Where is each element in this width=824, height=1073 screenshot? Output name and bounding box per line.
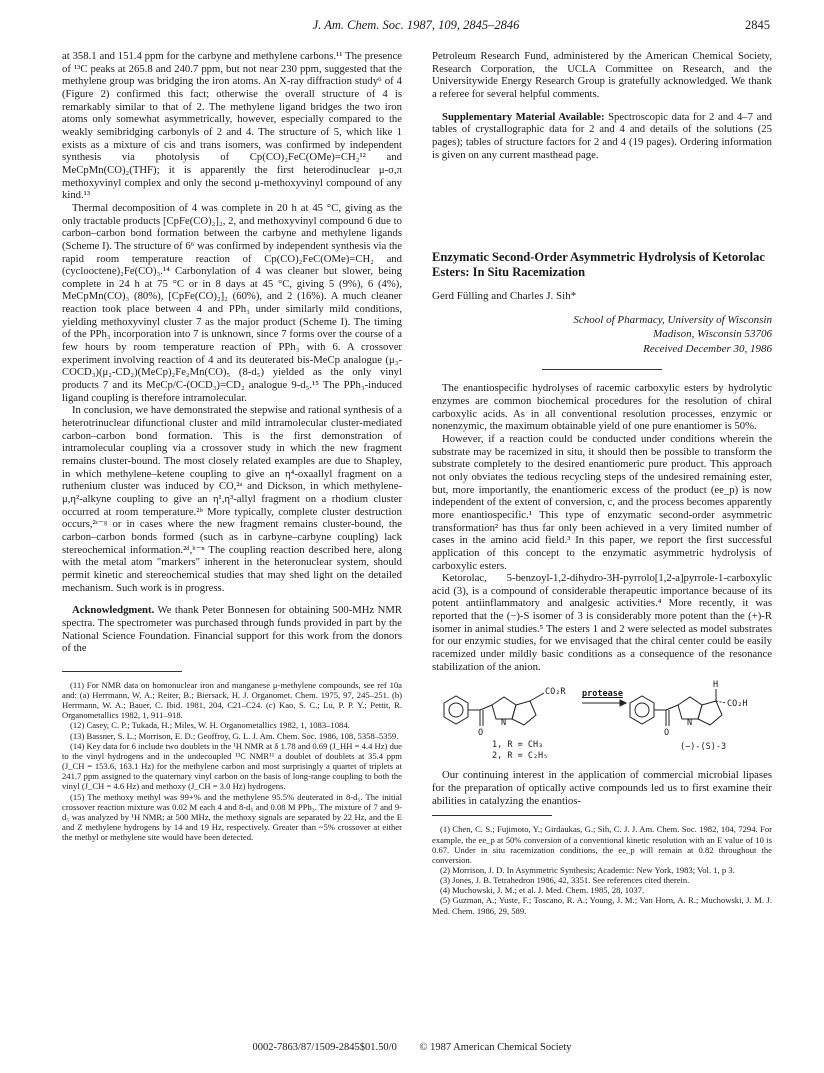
body-paragraph: Our continuing interest in the application of commercial microbial lipases for the preparation of optically active compounds led us to first examine their abilities in catalyzing the enantios- bbox=[432, 769, 772, 807]
page-footer bbox=[0, 1042, 824, 1053]
footnote: (14) Key data for 6 include two doublets in the ¹H NMR at δ 1.78 and 0.69 (J_HH = 4.4 Hz) due to the vinyl hydrogens and in the undecoupled ¹³C NMR¹¹ a doublet of doublets at 35.4 ppm (J_CH = 153.6, 163.1 Hz) for the methylene carbon and most surprisingly a quartet of triplets at 241.7 ppm assigned to the quaternary vinyl carbon on the basis of long-range coupling to both the vinyl (J_CH = 4.6 Hz) and methoxy (J_CH = 3.0 Hz) hydrogens. bbox=[62, 740, 402, 792]
pyrrole-ring bbox=[678, 697, 702, 719]
article-title: Enzymatic Second-Order Asymmetric Hydrolysis of Ketorolac Esters: In Situ Racemization bbox=[432, 250, 765, 279]
reaction-scheme bbox=[432, 681, 772, 763]
pyrrolidine-ring bbox=[698, 701, 722, 725]
footnotes bbox=[62, 680, 402, 843]
footnotes bbox=[432, 824, 772, 915]
body-paragraph: at 358.1 and 151.4 ppm for the carbyne and methylene carbons.¹¹ The presence of ¹³C peaks at 265.8 and 240.7 ppm, but not near 230 ppm, suggested that the methylene group was bridging the iron atoms. An X-ray diffraction study⁶ of 4 (Figure 2) confirmed this fact; otherwise the overall structure of 4 is remarkably similar to that of 2. The methylene ligand bridges the two iron atoms only somewhat asymmetrically, however, especially compared to the weakly semibridging carbonyls of 2 and 4. The structure of 5, which like 1 exists as a mixture of cis and trans isomers, was confirmed by independent synthesis via photolysis of Cp(CO)₂FeC(OMe)=CH₂¹² and MeCpMn(CO)₂(THF); it is apparently the first heterodinuclear μ-σ,π methoxyvinyl complex and only the second μ-methoxyvinyl compound of any kind.¹³ bbox=[62, 50, 402, 202]
bond bbox=[666, 705, 678, 710]
supplementary-text: Spectroscopic data for 2 and 4–7 and tables of crystallographic data for 2 and 4 and details of the solutions (25 pages); tables of structure factors for 2 and 4 (19 pages). Ordering information is given on any current masthead page. bbox=[432, 110, 773, 161]
footnote: (5) Guzman, A.; Yuste, F.; Toscano, R. A.; Young, J. M.; Van Horn, A. R.; Muchowski, J. M. J. Med. Chem. 1986, 29, 589. bbox=[432, 895, 772, 916]
acid-group-label: CO₂H bbox=[727, 699, 748, 710]
footnote: (15) The methoxy methyl was 99+% and the methylene 95.5% deuterated in 8-d₅. The initial crossover reaction mixture was 0.02 M each 4 and 8-d₅ and 0.08 M PPh₃. The mixture of 7 and 9-d₅ was analyzed by ¹H NMR; at 500 MHz, the methoxy signals are separated by 22 Hz, and the E and Z methylene hydrogens by 14 and 19 Hz, respectively. Greater than ~5% crossover at either the methyl or methylene site would have been detected. bbox=[62, 791, 402, 843]
body-paragraph: However, if a reaction could be conducted under conditions wherein the substrate may be racemized in situ, it should then be possible to transform the substrate completely to the desired enantiomeric pure product. This approach not only obviates the tedious recycling steps of the undesired remaining ester, but, more importantly, the enantiomeric excess of the product (ee_p) is now independent of the extent of conversion, c, and the process becomes apparently more enantiospecific.¹ This type of enzymatic second-order asymmetric transformation² has thus far only been achieved in a very limited number of cases in the amino acid field.³ In this paper, we report the first successful application of this concept to the enzymatic asymmetric hydrolysis of carboxylic esters. bbox=[432, 432, 772, 572]
article-authors: Gerd Fülling and Charles J. Sih* bbox=[432, 290, 577, 302]
aromatic-circle bbox=[635, 703, 649, 717]
oxygen-label: O bbox=[664, 728, 670, 739]
body-paragraph: Thermal decomposition of 4 was complete in 20 h at 45 °C, giving as the only tractable products [CpFe(CO)₂]₂, 2, and methoxyvinyl compound 6 due to carbon–carbon bond formation between the carbyne and methylene ligands (Scheme I). The structure of 6⁶ was confirmed by independent synthesis via the rapid room temperature reaction of Cp(CO)₂FeC(OMe)=CH₂ and (cyclooctene)₂Fe(CO)₃.¹⁴ Carbonylation of 4 was cleaner but slower, being complete in 24 h at 75 °C or in 8 days at 45 °C, giving 5 (9%), 6 (4%), MeCpMn(CO)₃ (80%), [CpFe(CO)₂]₂ (60%), and 2 (16%). A much cleaner reaction took place between 4 and PPh₃ under similarly mild conditions, yielding methoxyvinyl cluster 7 as the major product (Scheme I). The timing of the PPh₃ incorporation into 7 is unknown, since 7 forms over the course of a few hours by room temperature reaction of PPh₃ with 6. A crossover experiment involving reaction of 4 and its deuterated bis-MeCp analogue (μ₃-COCD₃)(μ₂-CD₂)(MeCp)₂Fe₂Mn(CO)₅ (8-d₅) yielded as the only vinyl products 7 and its MeCp/C-(OCD₃)=CD₂ analogue 9-d₅.¹⁵ The PPh₃-induced ligand coupling is therefore intramolecular. bbox=[62, 201, 402, 404]
body-paragraph: Petroleum Research Fund, administered by the American Chemical Society, Research Corporation, the UCLA Committee on Research, and the Universitywide Energy Research Group is gratefully acknowledged. We thank a referee for several helpful comments. bbox=[432, 50, 772, 100]
oxygen-label: O bbox=[478, 728, 484, 739]
affiliation bbox=[432, 313, 772, 341]
footnote: (1) Chen, C. S.; Fujimoto, Y.; Girdaukas, G.; Sih, C. J. J. Am. Chem. Soc. 1982, 104, 7294. For example, the ee_p at 50% conversion of a conventional kinetic resolution with an E value of 10 is 0.67. Under in situ racemization conditions, the ee_p will remain at 0.82 throughout the conversion. bbox=[432, 824, 772, 865]
footnote: (11) For NMR data on homonuclear iron and manganese μ-methylene compounds, see ref 10a and: (a) Herrmann, W. A.; Reiter, B.; Biersack, H. J. Organomet. Chem. 1975, 97, 245–251. (b) Herrmann, W. A.; Bauer, C. Ibid. 1981, 204, C21–C24. (c) Kao, S. C.; Lu, P. P. Y.; Pettit, R. Organometallics 1982, 1, 911–918. bbox=[62, 679, 402, 721]
pyrrolidine-ring bbox=[512, 701, 536, 725]
affiliation-line: School of Pharmacy, University of Wisconsin bbox=[573, 313, 772, 326]
affiliation-line: Madison, Wisconsin 53706 bbox=[653, 327, 772, 340]
body-paragraph: Ketorolac, 5-benzoyl-1,2-dihydro-3H-pyrrolo[1,2-a]pyrrole-1-carboxylic acid (3), is a compound of considerable therapeutic importance because of its potent antiinflammatory and analgesic activities.⁴ More recently, it was reported that the (−)-S isomer of 3 is considerably more potent than the (+)-R isomer in animal studies.⁵ The esters 1 and 2 were selected as model substrates for our enzymic studies, for we envisaged that the chiral center could be easily racemized under mildly basic conditions as a consequence of the resonance stabilization of the anion. bbox=[432, 572, 772, 673]
journal-citation: J. Am. Chem. Soc. 1987, 109, 2845–2846 bbox=[312, 18, 520, 32]
arrow-label: protease bbox=[582, 689, 623, 700]
received-date: Received December 30, 1986 bbox=[643, 342, 772, 355]
footnote: (12) Casey, C. P.; Tukada, H.; Miles, W. H. Organometallics 1982, 1, 1083–1084. bbox=[70, 720, 350, 731]
footnote: (3) Jones, J. B. Tetrahedron 1986, 42, 3351. See references cited therein. bbox=[440, 875, 690, 886]
bond bbox=[530, 693, 544, 701]
benzene-ring bbox=[630, 696, 654, 724]
compound-label: 1, R = CH₃ bbox=[492, 740, 544, 751]
right-column bbox=[432, 50, 772, 161]
page-header bbox=[62, 18, 770, 36]
aromatic-circle bbox=[449, 703, 463, 717]
footnote: (4) Muchowski, J. M.; et al. J. Med. Chem. 1985, 28, 1037. bbox=[440, 885, 645, 896]
nitrogen-label: N bbox=[501, 718, 507, 729]
footnote-divider bbox=[62, 671, 182, 672]
acknowledgment-text: We thank Peter Bonnesen for obtaining 500-MHz NMR spectra. The spectrometer was purchased through funds provided in part by the National Science Foundation. Financial support for this work from the donors of the bbox=[62, 604, 402, 655]
nitrogen-label: N bbox=[687, 718, 693, 729]
copyright: © 1987 American Chemical Society bbox=[419, 1042, 572, 1053]
stereo-bond bbox=[716, 701, 726, 703]
supplementary-heading: Supplementary Material Available: bbox=[442, 110, 605, 123]
acknowledgment bbox=[62, 604, 402, 655]
footnote: (13) Bassner, S. L.; Morrison, E. D.; Geoffroy, G. L. J. Am. Chem. Soc. 1986, 108, 5358–5359. bbox=[70, 730, 399, 741]
body-paragraph: In conclusion, we have demonstrated the stepwise and rational synthesis of a heterotrinuclear difunctional cluster and mild intramolecular cluster-mediated carbon–carbon bond formation. This is the first demonstration of intramolecular coupling via a crossover study in which the new fragment remains cluster-bound. The most closely related examples are due to Shapley, in which methylene–ketene coupling to give an η⁴-oxaallyl fragment on a ruthenium cluster was induced by CO,²ᵃ and Dickson, in which methylene-μ,η²-alkyne coupling to give an η¹,η³-allyl fragment on a rhodium cluster occurred at room temperature.²ᵇ More typically, complete cluster destruction occurs,²ᶜ⁻ᵍ or in cases where the new fragment remains cluster-bound, the carbon–carbon bonds formed (such as in carbyne–carbyne coupling) lack stereochemical information.²ᵈ,ʰ⁻ⁿ The coupling reaction described here, along with the metal atom "markers" inherent in the heteronuclear system, should permit kinetic and stereochemical studies that may shed light on the detailed mechanism. Such work is in progress. bbox=[62, 404, 402, 594]
left-column bbox=[62, 50, 402, 842]
footnote: (2) Morrison, J. D. In Asymmetric Synthesis; Academic: New York, 1983; Vol. 1, p 3. bbox=[440, 865, 735, 875]
page-number: 2845 bbox=[745, 18, 770, 32]
supplementary-material bbox=[432, 111, 772, 162]
article-block bbox=[432, 250, 772, 916]
footnote-divider bbox=[432, 815, 552, 816]
body-paragraph: The enantiospecific hydrolyses of racemic carboxylic esters by hydrolytic enzymes are common biochemical procedures for the resolution of chiral carboxylic acids. As in all conventional resolution processes, enzymic or nonenzymic, the maximum obtainable yield of one pure enantiomer is 50%. bbox=[432, 382, 772, 433]
arrow-head bbox=[620, 700, 626, 706]
product-label: (−)-(S)-3 bbox=[680, 742, 727, 753]
acknowledgment-heading: Acknowledgment. bbox=[72, 604, 155, 617]
pyrrole-ring bbox=[492, 697, 516, 719]
article-code: 0002-7863/87/1509-2845$01.50/0 bbox=[252, 1042, 397, 1053]
benzene-ring bbox=[444, 696, 468, 724]
hydrogen-label: H bbox=[713, 680, 719, 691]
section-divider bbox=[542, 369, 662, 370]
bond bbox=[480, 705, 492, 710]
compound-label: 2, R = C₂H₅ bbox=[492, 751, 549, 762]
ester-group-label: CO₂R bbox=[545, 687, 566, 698]
